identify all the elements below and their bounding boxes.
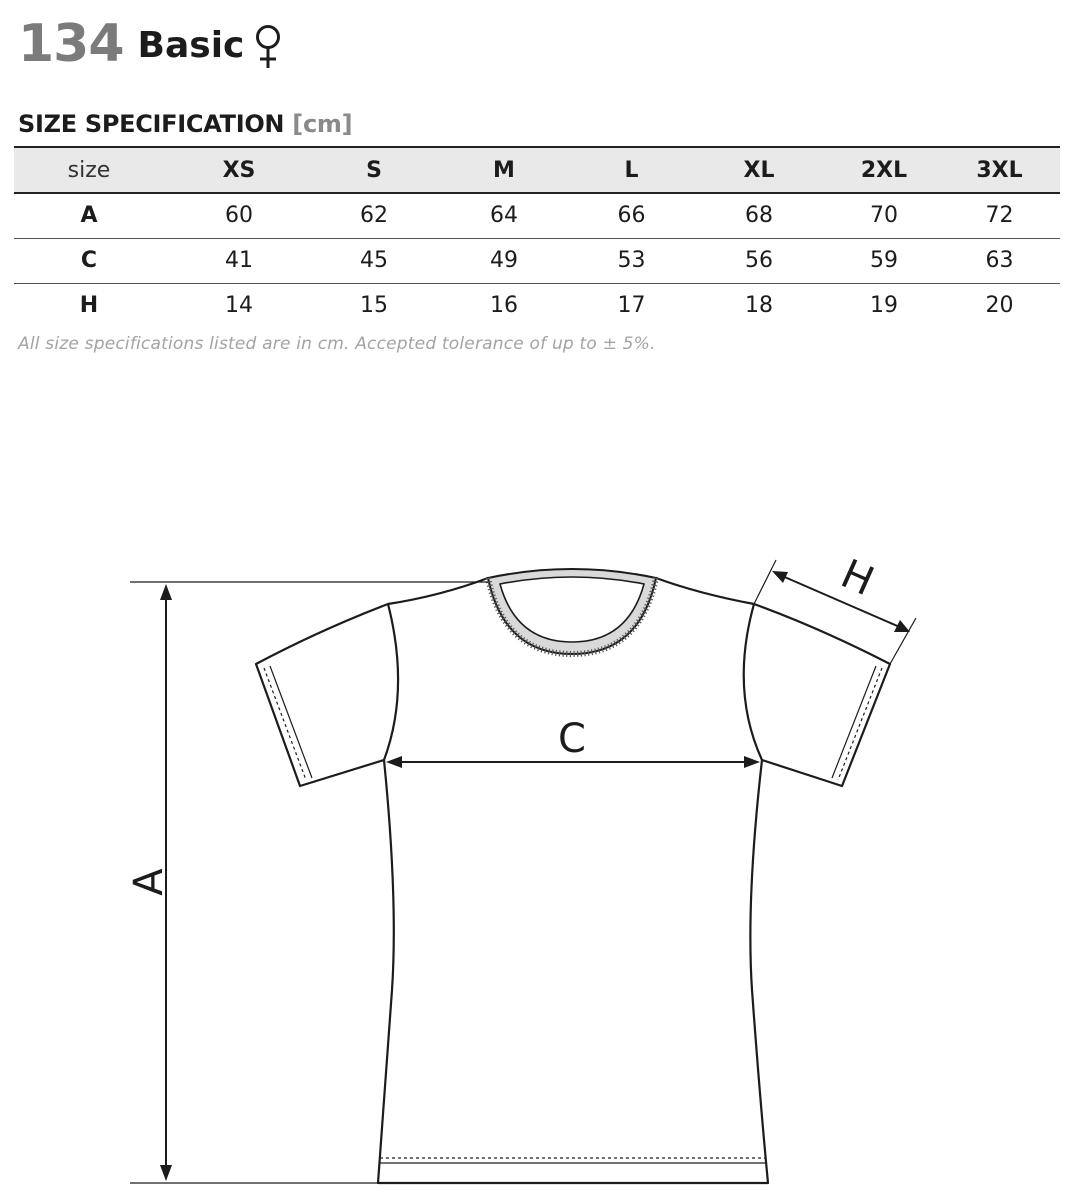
table-cell: 45 [360, 248, 388, 273]
table-cell: 70 [870, 203, 898, 229]
row-label-h: H [79, 293, 99, 319]
size-header-xs: XS [222, 157, 256, 183]
table-cell: 17 [617, 293, 646, 319]
dimension-c-label: C [558, 716, 586, 762]
size-specification-heading [18, 110, 352, 138]
collar [488, 569, 656, 654]
table-cell: 16 [490, 293, 518, 319]
model-name: Basic [137, 25, 245, 66]
size-header-l: L [624, 157, 639, 183]
table-cell: 56 [745, 248, 773, 273]
size-header-3xl: 3XL [976, 157, 1023, 183]
tolerance-note: All size specifications listed are in cm. Accepted tolerance of up to ± 5%. [18, 334, 656, 354]
table-cell: 20 [985, 293, 1014, 319]
size-table [14, 146, 1060, 328]
size-header-2xl: 2XL [860, 157, 908, 183]
table-cell: 59 [870, 248, 898, 273]
product-header [18, 14, 282, 74]
table-cell: 49 [490, 248, 518, 273]
table-cell: 60 [225, 203, 253, 229]
heading-unit: [cm] [292, 110, 353, 138]
table-header-row [14, 147, 1060, 193]
table-row [14, 193, 1060, 238]
table-cell: 66 [617, 203, 646, 229]
table-cell: 63 [985, 248, 1014, 273]
heading-text: SIZE SPECIFICATION [18, 110, 285, 138]
dimension-h [754, 560, 916, 664]
size-column-header: size [67, 157, 111, 183]
tshirt-diagram [0, 540, 1074, 1200]
size-header-m: M [493, 157, 515, 183]
table-cell: 53 [617, 248, 646, 273]
table-cell: 14 [225, 293, 253, 319]
row-label-c: C [80, 248, 98, 273]
table-cell: 64 [490, 203, 518, 229]
table-cell: 62 [360, 203, 388, 229]
table-row [14, 283, 1060, 328]
dimension-a-label: A [126, 868, 172, 896]
model-number: 134 [18, 14, 124, 74]
dimension-h-label: H [834, 550, 881, 606]
table-cell: 18 [745, 293, 773, 319]
tshirt-outline [256, 578, 890, 1183]
table-row [14, 238, 1060, 283]
table-cell: 41 [225, 248, 253, 273]
size-header-xl: XL [743, 157, 775, 183]
table-cell: 68 [745, 203, 773, 229]
table-cell: 15 [360, 293, 388, 319]
size-header-s: S [366, 157, 382, 183]
dimension-a [130, 582, 488, 1183]
row-label-a: A [80, 203, 98, 229]
table-cell: 19 [870, 293, 898, 319]
female-symbol-icon [254, 24, 282, 70]
table-cell: 72 [985, 203, 1014, 229]
